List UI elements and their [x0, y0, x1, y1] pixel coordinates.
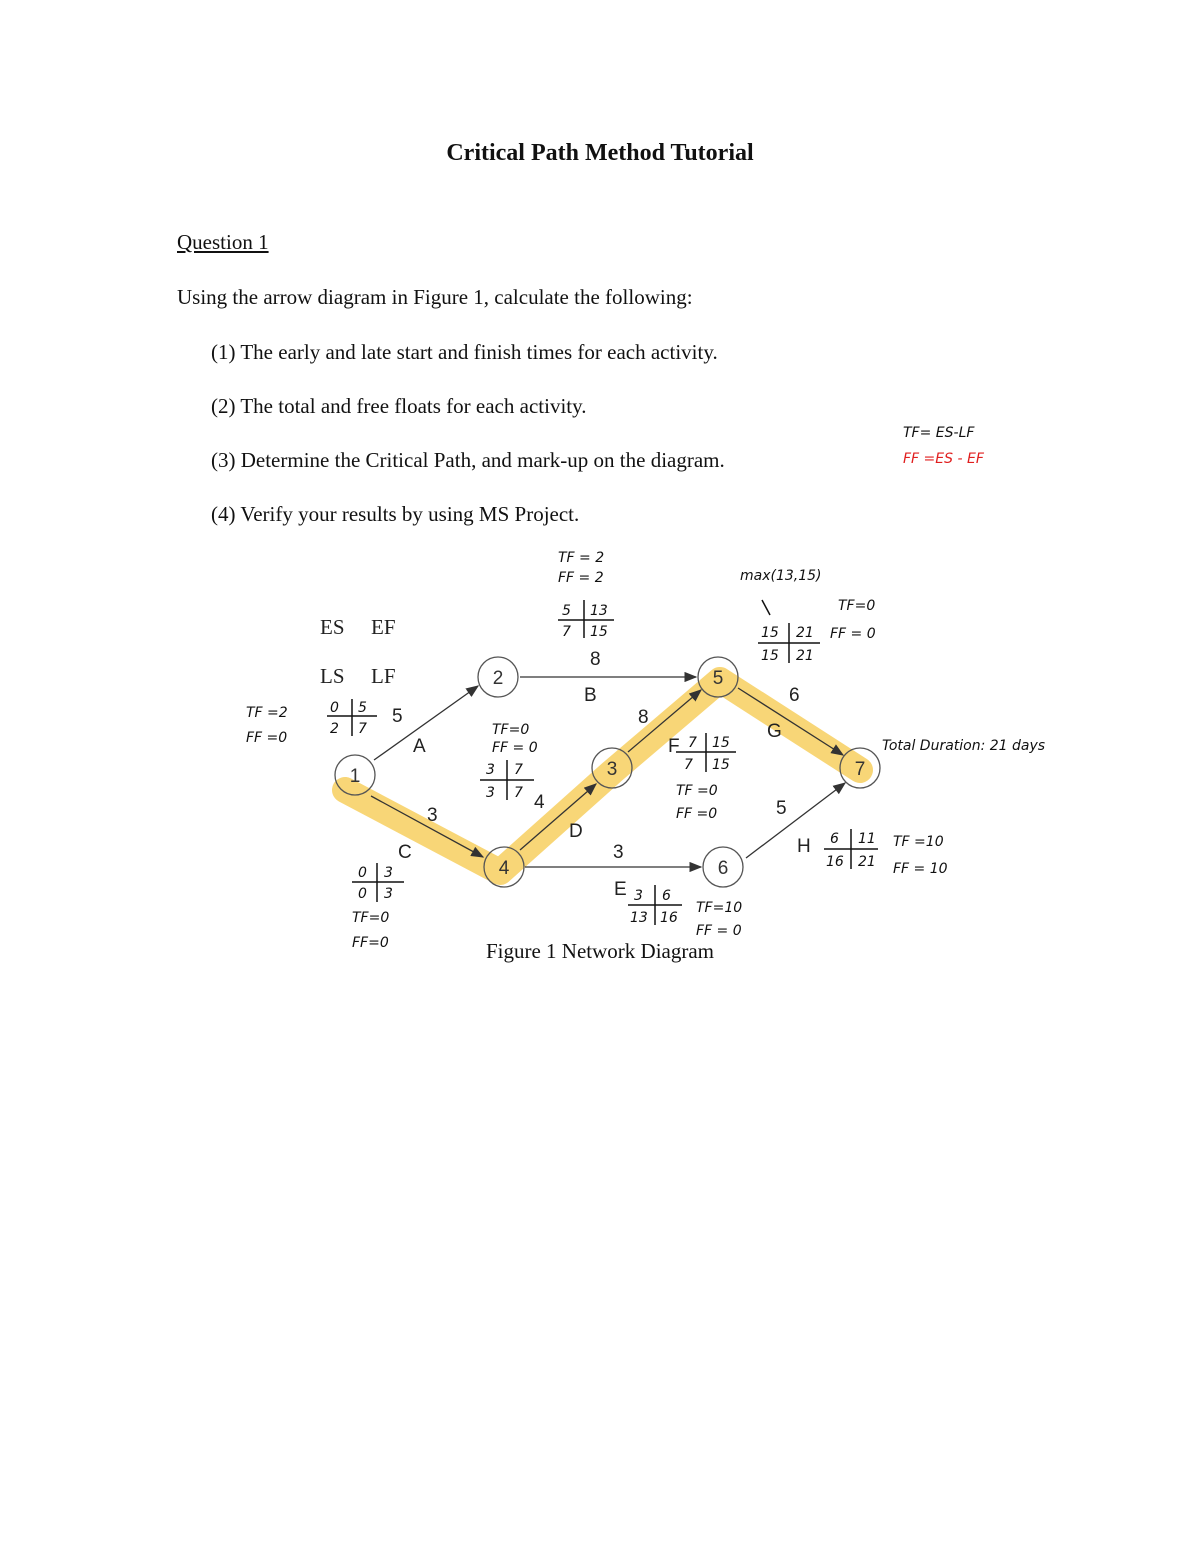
svg-text:TF=0: TF=0	[492, 722, 530, 738]
task-item-2: (2) The total and free floats for each activity.	[211, 394, 587, 418]
svg-text:7: 7	[358, 721, 367, 737]
svg-text:4: 4	[498, 858, 510, 879]
activity-e-duration: 3	[613, 842, 624, 863]
activity-c-label: C	[398, 842, 412, 863]
svg-text:FF = 0: FF = 0	[696, 923, 742, 939]
svg-text:15: 15	[712, 757, 730, 773]
svg-text:5: 5	[712, 668, 724, 689]
svg-text:6: 6	[662, 888, 671, 904]
critical-path-highlight	[345, 680, 860, 872]
annotation-b	[558, 550, 614, 640]
svg-text:5: 5	[562, 603, 571, 619]
question-heading: Question 1	[177, 230, 269, 254]
activity-a-duration: 5	[392, 706, 403, 727]
legend-es: ES	[320, 615, 345, 639]
svg-text:TF =0: TF =0	[676, 783, 718, 799]
activity-f-label: F	[668, 736, 680, 757]
formula-tf: TF= ES-LF	[903, 425, 975, 441]
svg-text:11: 11	[858, 831, 876, 847]
legend-ls: LS	[320, 664, 345, 688]
svg-text:3: 3	[606, 759, 618, 780]
annotation-a	[246, 699, 377, 746]
svg-text:1: 1	[349, 766, 361, 787]
node-6	[703, 847, 743, 887]
total-duration-note: Total Duration: 21 days	[882, 738, 1046, 754]
svg-text:13: 13	[590, 603, 608, 619]
document-title: Critical Path Method Tutorial	[446, 140, 754, 166]
annotation-e	[628, 885, 742, 939]
svg-text:7: 7	[514, 785, 523, 801]
svg-text:0: 0	[358, 865, 367, 881]
svg-text:21: 21	[796, 648, 814, 664]
svg-text:3: 3	[486, 785, 495, 801]
svg-text:TF=0: TF=0	[352, 910, 390, 926]
formula-ff: FF =ES - EF	[903, 451, 984, 467]
svg-text:3: 3	[634, 888, 643, 904]
svg-text:TF=0: TF=0	[838, 598, 876, 614]
activity-h-label: H	[797, 836, 811, 857]
svg-text:FF = 10: FF = 10	[893, 861, 948, 877]
svg-text:7: 7	[562, 624, 571, 640]
task-item-3: (3) Determine the Critical Path, and mark-up on the diagram.	[211, 448, 725, 472]
activity-g-duration: 6	[789, 685, 800, 706]
intro-text: Using the arrow diagram in Figure 1, calculate the following:	[177, 285, 693, 309]
svg-text:FF = 0: FF = 0	[830, 626, 876, 642]
svg-text:6: 6	[717, 858, 729, 879]
svg-text:21: 21	[796, 625, 814, 641]
svg-text:21: 21	[858, 854, 876, 870]
node-2	[478, 657, 518, 697]
svg-text:max(13,15): max(13,15)	[740, 568, 822, 584]
activity-b-label: B	[584, 685, 597, 706]
svg-text:TF=10: TF=10	[696, 900, 743, 916]
svg-text:TF = 2: TF = 2	[558, 550, 605, 566]
activity-e-label: E	[614, 879, 627, 900]
svg-text:16: 16	[660, 910, 678, 926]
svg-text:7: 7	[684, 757, 693, 773]
svg-text:FF=0: FF=0	[352, 935, 389, 951]
activity-d-duration: 4	[534, 792, 545, 813]
svg-text:7: 7	[514, 762, 523, 778]
legend-lf: LF	[371, 664, 396, 688]
svg-text:TF =10: TF =10	[893, 834, 944, 850]
activity-h-duration: 5	[776, 798, 787, 819]
activity-d-label: D	[569, 821, 583, 842]
svg-text:FF = 2: FF = 2	[558, 570, 604, 586]
activity-g-label: G	[767, 721, 782, 742]
activity-b-duration: 8	[590, 649, 601, 670]
svg-text:16: 16	[826, 854, 844, 870]
activity-c-duration: 3	[427, 805, 438, 826]
annotation-f	[676, 733, 736, 822]
annotation-h	[824, 829, 948, 877]
svg-text:6: 6	[830, 831, 839, 847]
figure-caption: Figure 1 Network Diagram	[485, 939, 715, 963]
svg-text:TF =2: TF =2	[246, 705, 288, 721]
svg-text:7: 7	[854, 759, 866, 780]
annotation-d	[480, 722, 538, 801]
legend-ef: EF	[371, 615, 396, 639]
svg-text:13: 13	[630, 910, 648, 926]
svg-text:0: 0	[358, 886, 367, 902]
svg-text:0: 0	[330, 700, 339, 716]
svg-text:3: 3	[384, 886, 393, 902]
activity-a-label: A	[413, 736, 426, 757]
svg-text:15: 15	[590, 624, 608, 640]
arrow-activity-a	[374, 686, 478, 760]
svg-text:FF =0: FF =0	[246, 730, 288, 746]
svg-text:FF = 0: FF = 0	[492, 740, 538, 756]
svg-text:3: 3	[486, 762, 495, 778]
task-item-1: (1) The early and late start and finish times for each activity.	[211, 340, 718, 364]
svg-text:3: 3	[384, 865, 393, 881]
arrow-activity-d	[520, 784, 596, 850]
annotation-g	[740, 568, 876, 664]
annotation-c	[352, 863, 404, 951]
svg-text:7: 7	[688, 735, 697, 751]
task-item-4: (4) Verify your results by using MS Project.	[211, 502, 580, 526]
svg-text:15: 15	[761, 648, 779, 664]
svg-text:2: 2	[330, 721, 339, 737]
svg-text:FF =0: FF =0	[676, 806, 718, 822]
svg-text:2: 2	[492, 668, 504, 689]
svg-text:15: 15	[761, 625, 779, 641]
svg-text:15: 15	[712, 735, 730, 751]
activity-f-duration: 8	[638, 707, 649, 728]
svg-text:5: 5	[358, 700, 367, 716]
